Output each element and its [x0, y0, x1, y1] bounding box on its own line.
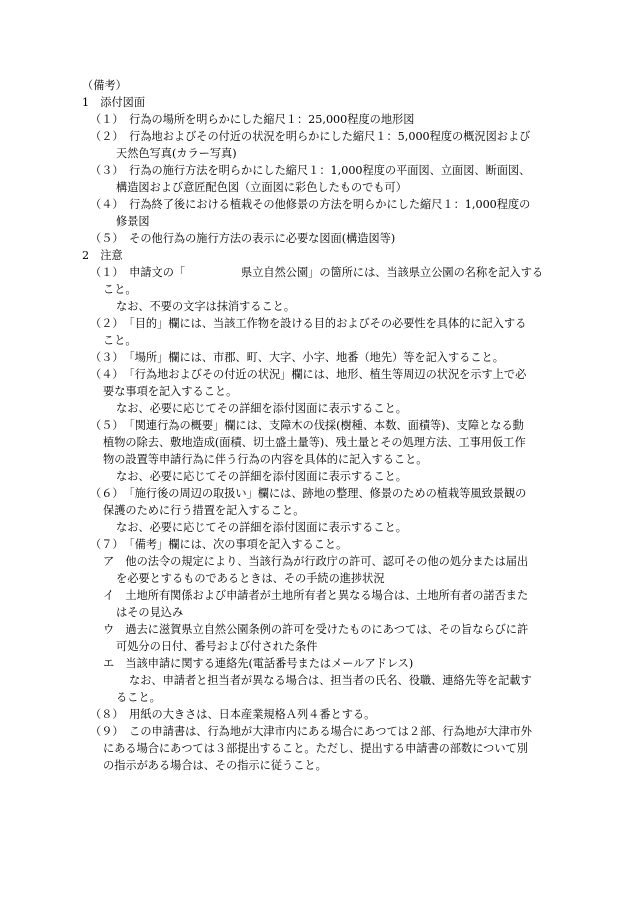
attachment-item-2: （２） 行為地およびその付近の状況を明らかにした縮尺１：5,000程度の概況図および	[90, 130, 531, 143]
note-2-cont: こと。	[103, 334, 137, 347]
attachment-item-3: （３） 行為の施行方法を明らかにした縮尺１：1,000程度の平面図、立面図、断面図、	[90, 164, 531, 177]
section-heading-notes: 2 注意	[82, 249, 123, 262]
note-7-item-u: ウ 過去に滋賀県立自然公園条例の許可を受けたものにあつては、その旨ならびに許	[103, 623, 529, 636]
note-7-item-i: イ 土地所有関係および申請者が土地所有者と異なる場合は、土地所有者の諾否また	[103, 589, 529, 602]
note-7-item-e-supplement-cont: ること。	[116, 691, 161, 704]
note-5: （５） 「関連行為の概要」欄には、支障木の伐採(樹種、本数、面積等)、支障となる動	[90, 419, 524, 432]
note-5-supplement: なお、必要に応じてその詳細を添付図面に表示すること。	[116, 470, 407, 483]
note-6: （６） 「施行後の周辺の取扱い」欄には、跡地の整理、修景のための植栽等風致景観の	[90, 487, 527, 500]
note-1-supplement: なお、不要の文字は抹消すること。	[116, 300, 296, 313]
note-6-supplement: なお、必要に応じてその詳細を添付図面に表示すること。	[116, 521, 407, 534]
note-7-item-a-cont: を必要とするものであるときは、その手続の進捗状況	[116, 572, 385, 585]
note-1-cont: こと。	[103, 283, 137, 296]
note-7-item-u-cont: 可処分の日付、番号および付された条件	[116, 640, 318, 653]
attachment-item-5: （５） その他行為の施行方法の表示に必要な図面(構造図等)	[90, 232, 396, 245]
remarks-title: （備考）	[82, 79, 127, 92]
attachment-item-4-cont: 修景図	[116, 215, 150, 228]
attachment-item-2-cont: 天然色写真(カラー写真)	[116, 147, 237, 160]
note-9-cont-1: にある場合にあつては３部提出すること。ただし、提出する申請書の部数について別	[103, 742, 528, 755]
note-7: （７） 「備考」欄には、次の事項を記入すること。	[90, 538, 348, 551]
note-7-item-i-cont: はその見込み	[116, 606, 184, 619]
note-4-supplement: なお、必要に応じてその詳細を添付図面に表示すること。	[116, 402, 407, 415]
note-6-cont: 保護のために行う措置を記入すること。	[103, 504, 305, 517]
note-7-item-e: エ 当該申請に関する連絡先(電話番号またはメールアドレス)	[103, 657, 414, 670]
note-9: （９） この申請書は、行為地が大津市内にある場合にあつては２部、行為地が大津市外	[90, 725, 532, 738]
note-4: （４） 「行為地およびその付近の状況」欄には、地形、植生等周辺の状況を示す上で必	[90, 368, 527, 381]
attachment-item-3-cont: 構造図および意匠配色図（立面図に彩色したものでも可）	[116, 181, 407, 194]
note-2: （２） 「目的」欄には、当該工作物を設ける目的およびその必要性を具体的に記入する	[90, 317, 527, 330]
note-7-item-e-supplement: なお、申請者と担当者が異なる場合は、担当者の氏名、役職、連絡先等を記載す	[129, 674, 532, 687]
note-3: （３） 「場所」欄には、市郡、町、大字、小字、地番（地先）等を記入すること。	[90, 351, 504, 364]
attachment-item-1: （１） 行為の場所を明らかにした縮尺１：25,000程度の地形図	[90, 113, 415, 126]
attachment-item-4: （４） 行為終了後における植栽その他修景の方法を明らかにした縮尺１：1,000程度の	[90, 198, 531, 211]
note-9-cont-2: の指示がある場合は、その指示に従うこと。	[103, 759, 327, 772]
note-8: （８） 用紙の大きさは、日本産業規格Ａ列４番とする。	[90, 708, 376, 721]
note-4-cont: 要な事項を記入すること。	[103, 385, 238, 398]
section-heading-attachments: 1 添付図面	[82, 96, 146, 109]
note-5-cont-2: 物の設置等申請行為に伴う行為の内容を具体的に記入すること。	[103, 453, 428, 466]
note-5-cont-1: 植物の除去、敷地造成(面積、切土盛土量等)、残土量とその処理方法、工事用仮工作	[103, 436, 526, 449]
note-7-item-a: ア 他の法令の規定により、当該行為が行政庁の許可、認可その他の処分または届出	[103, 555, 529, 568]
note-1: （１） 申請文の「 県立自然公園」の箇所には、当該県立公園の名称を記入する	[90, 266, 544, 279]
